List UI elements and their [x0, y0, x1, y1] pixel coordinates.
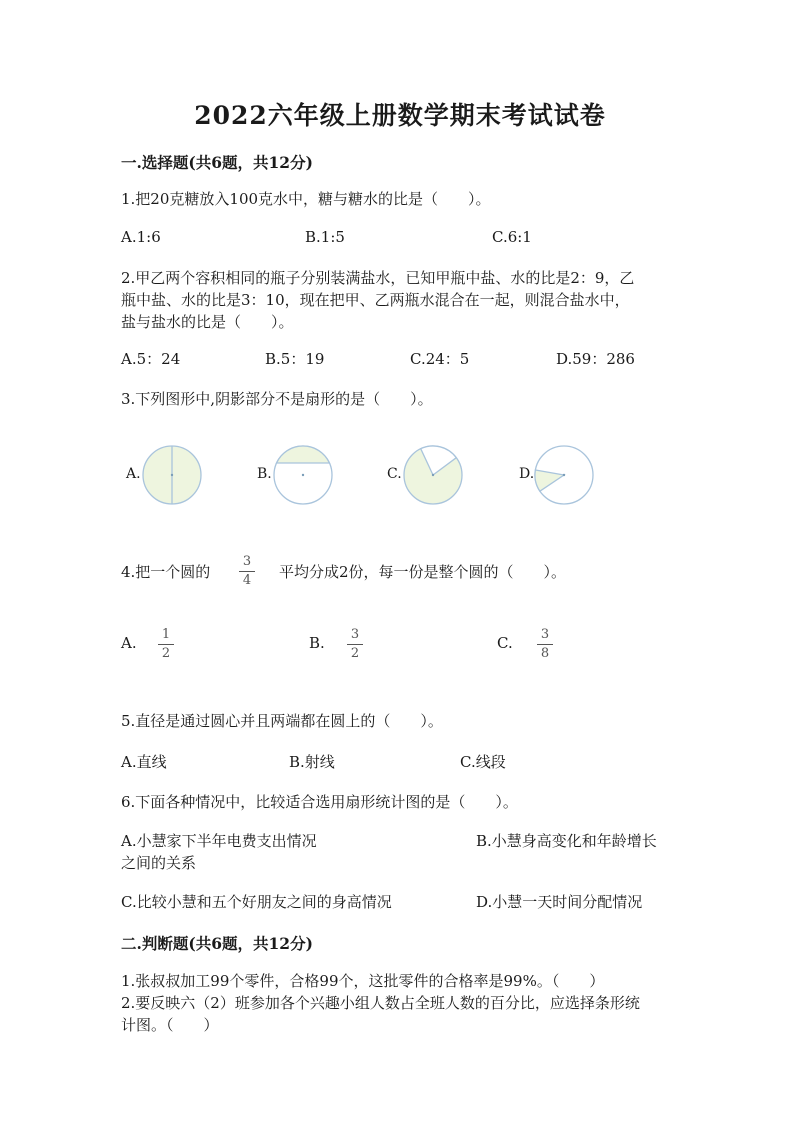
- q3-circle-a: [140, 443, 204, 507]
- q6-option-c: C.比较小慧和五个好朋友之间的身高情况: [121, 893, 392, 911]
- q5-option-b: B.射线: [289, 753, 335, 771]
- q4-option-c-fraction: [534, 627, 556, 662]
- q6-option-b: B.小慧身高变化和年龄增长: [476, 832, 657, 850]
- page-title: 2022六年级上册数学期末考试试卷: [194, 101, 606, 130]
- q2-option-a: A.5：24: [121, 350, 181, 368]
- section-heading-choice: 一.选择题(共6题，共12分): [121, 153, 313, 172]
- question-3-text: 3.下列图形中,阴影部分不是扇形的是（ ）。: [121, 390, 433, 408]
- q4-a-numerator: 1: [161, 627, 171, 642]
- judgement-question-2-line-2: 计图。（ ）: [121, 1016, 219, 1034]
- question-5-text: 5.直径是通过圆心并且两端都在圆上的（ ）。: [121, 712, 443, 730]
- q4-b-numerator: 3: [350, 627, 360, 642]
- q4-option-b-fraction: [344, 627, 366, 662]
- q3-option-b-label: B.: [257, 466, 272, 482]
- q3-option-c-label: C.: [387, 466, 402, 482]
- question-6-text: 6.下面各种情况中，比较适合选用扇形统计图的是（ ）。: [121, 793, 518, 811]
- q4-option-a-label: A.: [121, 634, 137, 652]
- q6-option-d: D.小慧一天时间分配情况: [476, 893, 643, 911]
- question-1-text: 1.把20克糖放入100克水中，糖与糖水的比是（ ）。: [121, 190, 491, 208]
- q5-option-a: A.直线: [121, 753, 167, 771]
- q3-option-a-label: A.: [126, 466, 141, 482]
- q2-option-d: D.59：286: [556, 350, 635, 368]
- question-2-line-2: 瓶中盐、水的比是3：10，现在把甲、乙两瓶水混合在一起，则混合盐水中，: [121, 291, 630, 309]
- q4-b-denominator: 2: [350, 646, 360, 661]
- section-heading-judgement: 二.判断题(共6题，共12分): [121, 934, 313, 953]
- judgement-question-2-line-1: 2.要反映六（2）班参加各个兴趣小组人数占全班人数的百分比，应选择条形统: [121, 994, 640, 1012]
- q2-option-b: B.5：19: [265, 350, 325, 368]
- q6-option-a-line2: 之间的关系: [121, 854, 197, 872]
- q4-option-b-label: B.: [309, 634, 325, 652]
- q3-circle-c: [401, 443, 465, 507]
- question-4-text-after: 平均分成2份，每一份是整个圆的（ ）。: [279, 563, 567, 581]
- q4-option-c-label: C.: [497, 634, 513, 652]
- q1-option-a: A.1:6: [121, 228, 161, 246]
- q3-circle-d: [532, 443, 596, 507]
- q1-option-b: B.1:5: [305, 228, 345, 246]
- question-2-line-3: 盐与盐水的比是（ ）。: [121, 313, 294, 331]
- q4-option-a-fraction: [155, 627, 177, 662]
- q3-circle-b: [271, 443, 335, 507]
- judgement-question-1: 1.张叔叔加工99个零件，合格99个，这批零件的合格率是99%。（ ）: [121, 972, 605, 990]
- q4-c-numerator: 3: [540, 627, 550, 642]
- q4-fraction-numerator: 3: [242, 554, 252, 569]
- q4-fraction: [236, 554, 258, 589]
- q4-c-denominator: 8: [540, 646, 550, 661]
- q1-option-c: C.6:1: [492, 228, 532, 246]
- q6-option-a-line1: A.小慧家下半年电费支出情况: [121, 832, 317, 850]
- q4-fraction-denominator: 4: [242, 573, 252, 588]
- question-2-line-1: 2.甲乙两个容积相同的瓶子分别装满盐水，已知甲瓶中盐、水的比是2：9，乙: [121, 269, 635, 287]
- q5-option-c: C.线段: [460, 753, 506, 771]
- q3-option-d-label: D.: [519, 466, 535, 482]
- q2-option-c: C.24：5: [410, 350, 470, 368]
- question-4-text-before: 4.把一个圆的: [121, 563, 211, 581]
- q4-a-denominator: 2: [161, 646, 171, 661]
